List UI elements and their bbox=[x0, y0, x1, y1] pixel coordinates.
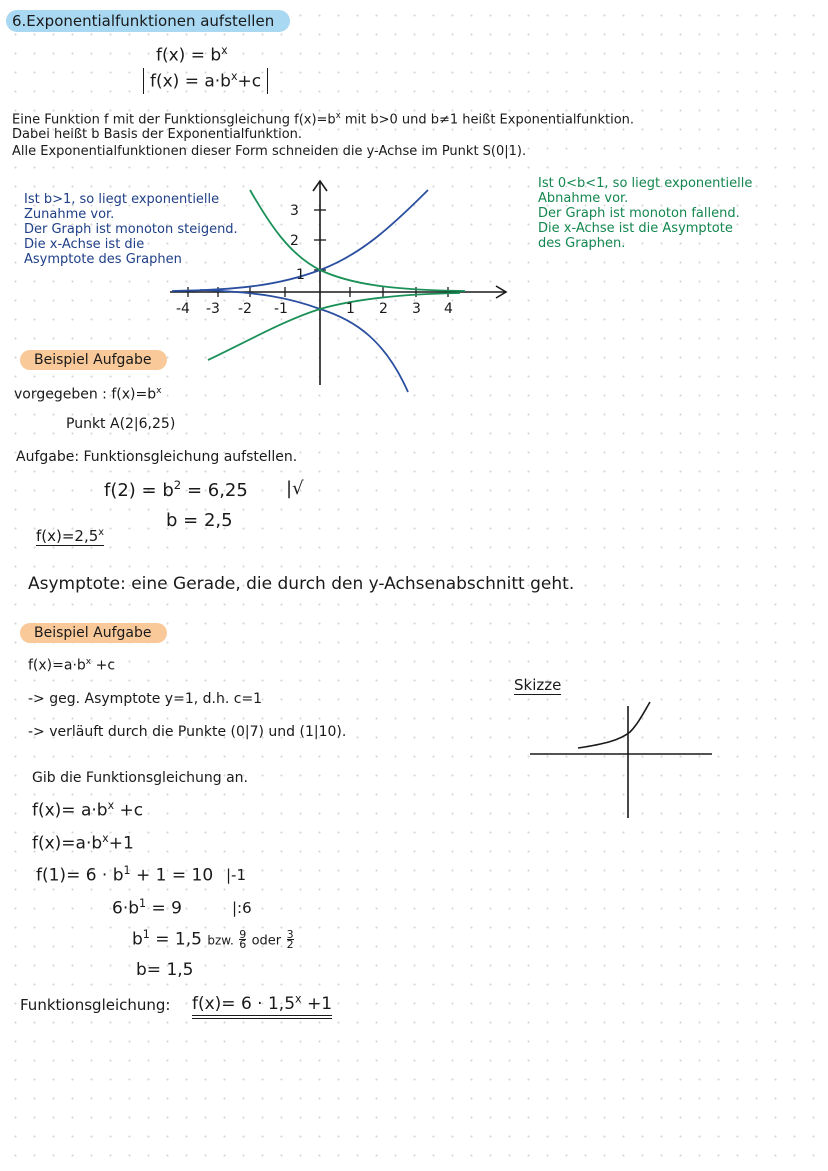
x-tick-label: -3 bbox=[206, 301, 220, 317]
example2-task: Gib die Funktionsgleichung an. bbox=[32, 770, 249, 786]
curve-green-decay bbox=[250, 190, 465, 291]
x-tick-label: -4 bbox=[176, 301, 190, 317]
example2-label: Beispiel Aufgabe bbox=[20, 625, 167, 641]
example1-result: $f(x)=2,5^x$ bbox=[36, 527, 105, 545]
example1-step1-operation: |√ bbox=[286, 478, 304, 499]
sketch-label: Skizze bbox=[514, 676, 562, 694]
curve-blue-reflected bbox=[200, 290, 408, 392]
axis-ticks bbox=[188, 210, 448, 297]
example1-task: Aufgabe: Funktionsgleichung aufstellen. bbox=[16, 449, 298, 465]
example2-step1: $f(x)= a\cdot b^x +c$ bbox=[32, 799, 144, 821]
x-tick-label: 2 bbox=[379, 301, 388, 317]
fraction-3-2: $\frac{3}{2}$ bbox=[286, 928, 294, 952]
example2-step6: b= 1,5 bbox=[136, 960, 194, 980]
definition-line-3: Alle Exponentialfunktionen dieser Form schneiden die y-Achse im Punkt S(0|1). bbox=[12, 144, 527, 159]
x-tick-label: -2 bbox=[238, 301, 252, 317]
example1-point: Punkt A(2|6,25) bbox=[66, 416, 176, 432]
note-decrease: Ist 0<b<1, so liegt exponentielle Abnahme vor. Der Graph ist monoton fallend. Die x-Achse ist die Asymptote des Graphen. bbox=[538, 176, 753, 251]
example2-asymptote: -> geg. Asymptote y=1, d.h. c=1 bbox=[28, 691, 263, 707]
example2-step3: $f(1)= 6 \cdot b^1 + 1 = 10$ bbox=[36, 864, 214, 886]
formula-general: $f(x) = a\cdot b^x+c$ bbox=[143, 68, 268, 94]
title-text: 6.Exponentialfunktionen aufstellen bbox=[6, 10, 290, 32]
fraction-9-6: $\frac{9}{6}$ bbox=[239, 928, 247, 952]
final-equation: $f(x)= 6 \cdot 1,5^x +1$ bbox=[192, 992, 332, 1014]
example2-formula: $f(x)=a\cdot b^x +c$ bbox=[28, 657, 116, 674]
example1-step1: $f(2) = b^2 = 6,25$ bbox=[104, 478, 248, 501]
example2-step5: $b^1 = 1,5$ bzw. $\frac{9}{6}$ oder $\frac{3}{2}$ bbox=[132, 928, 294, 952]
x-tick-label: 3 bbox=[412, 301, 421, 317]
sketch-curve bbox=[578, 702, 650, 748]
definition-line-2: Dabei heißt b Basis der Exponentialfunktion. bbox=[12, 127, 303, 142]
example1-step2: b = 2,5 bbox=[166, 510, 233, 531]
example2-step2: $f(x)=a\cdot b^x+1$ bbox=[32, 832, 134, 854]
asymptote-note: Asymptote: eine Gerade, die durch den y-Achsenabschnitt geht. bbox=[28, 574, 575, 594]
y-tick-label: 1 bbox=[296, 267, 305, 283]
x-tick-label: 1 bbox=[346, 301, 355, 317]
x-tick-label: 4 bbox=[444, 301, 453, 317]
formula-main: $f(x) = b^x$ bbox=[156, 44, 228, 66]
example2-step4-operation: |:6 bbox=[232, 899, 252, 917]
y-tick-label: 2 bbox=[290, 233, 299, 249]
example1-label: Beispiel Aufgabe bbox=[20, 352, 167, 368]
sketch-graph bbox=[520, 660, 720, 820]
example1-given: vorgegeben : $f(x)=b^x$ bbox=[14, 386, 162, 403]
example2-points: -> verläuft durch die Punkte (0|7) und (1|10). bbox=[28, 724, 347, 740]
exponential-graph bbox=[0, 0, 828, 400]
definition-line-1: Eine Funktion f mit der Funktionsgleichung $f(x)=b^x$ mit b>0 und b≠1 heißt Exponentialfunktion. bbox=[12, 110, 635, 128]
y-tick-label: 3 bbox=[290, 203, 299, 219]
example2-step4: $6\cdot b^1 = 9$ bbox=[112, 897, 182, 919]
note-increase: Ist b>1, so liegt exponentielle Zunahme vor. Der Graph ist monoton steigend. Die x-Achse ist die Asymptote des Graphen bbox=[24, 192, 238, 267]
x-tick-label: -1 bbox=[274, 301, 288, 317]
final-equation-label: Funktionsgleichung: bbox=[20, 996, 171, 1014]
example2-step3-operation: |-1 bbox=[226, 866, 247, 884]
